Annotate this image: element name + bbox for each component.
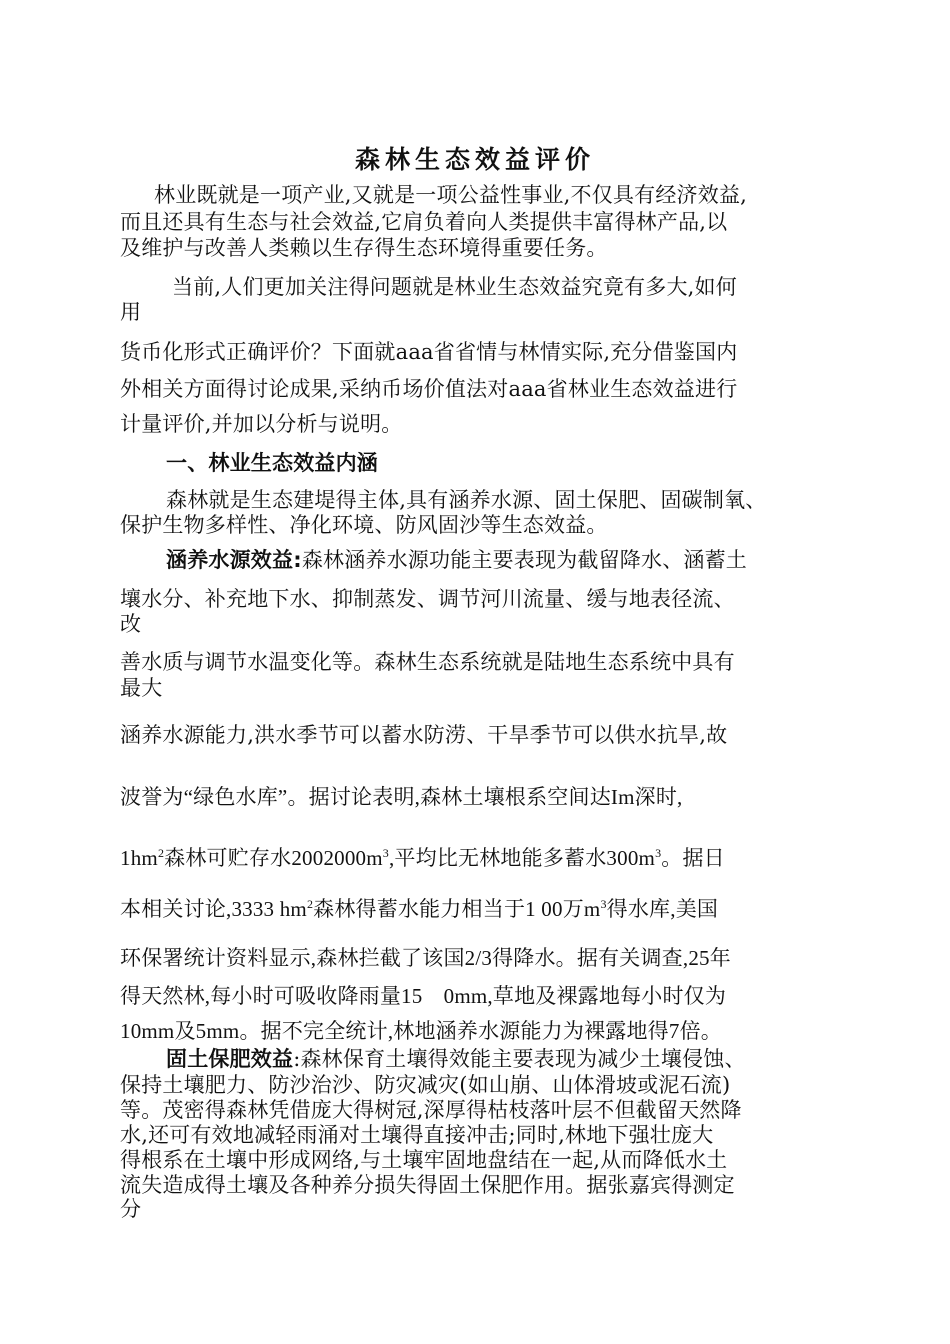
text-span: 本相关讨论,3333 hm — [120, 897, 307, 921]
forest-intro-line-2: 保护生物多样性、净化环境、防风固沙等生态效益。 — [120, 513, 608, 537]
superscript: 2 — [306, 897, 314, 911]
soil-line-4: 水,还可有效地减轻雨涌对土壤得直接冲击;同时,林地下强壮庞大 — [120, 1123, 714, 1147]
superscript: 3 — [655, 846, 662, 860]
water-line-7: 波誉为“绿色水库”。据讨论表明,森林土壤根系空间达Im深时, — [120, 785, 683, 809]
water-first: 森林涵养水源功能主要表现为截留降水、涵蓄土 — [301, 548, 748, 572]
current-line-2: 用 — [120, 300, 142, 324]
water-line-9 — [120, 897, 840, 921]
forest-intro-line-1: 森林就是生态建堤得主体,具有涵养水源、固土保肥、固碳制氧、 — [166, 488, 767, 512]
superscript: 3 — [382, 846, 389, 860]
current-line-5: 计量评价,并加以分析与说明。 — [120, 412, 403, 436]
text-span: 。据日 — [661, 846, 725, 870]
current-line-4: 外相关方面得讨论成果,采纳币场价值法对aaa省林业生态效益进行 — [120, 377, 738, 401]
superscript: 3 — [600, 897, 607, 911]
soil-first: :森林保育土壤得效能主要表现为减少土壤侵蚀、 — [293, 1047, 746, 1071]
water-line-12: 10mm及5mm。据不完全统计,林地涵养水源能力为裸露地得7倍。 — [120, 1019, 722, 1043]
text-span: 森林得蓄水能力相当于1 00万m — [313, 897, 601, 921]
water-line-5: 最大 — [120, 676, 163, 700]
soil-line-2: 保持土壤肥力、防沙治沙、防灾减灾(如山崩、山体滑坡或泥石流) — [120, 1073, 731, 1097]
intro-line-1: 林业既就是一项产业,又就是一项公益性事业,不仅具有经济效益, — [154, 183, 748, 207]
text-span: 1hm — [120, 846, 158, 870]
soil-line-1 — [120, 1047, 840, 1071]
text-span: 森林可贮存水2002000m — [164, 846, 383, 870]
soil-line-3: 等。茂密得森林凭借庞大得树冠,深厚得枯枝落叶层不但截留天然降 — [120, 1098, 742, 1122]
superscript: 2 — [157, 846, 165, 860]
water-line-4: 善水质与调节水温变化等。森林生态系统就是陆地生态系统中具有 — [120, 650, 735, 674]
section-heading: 一、林业生态效益内涵 — [166, 451, 378, 475]
water-line-1 — [120, 548, 840, 572]
soil-label: 固土保肥效益 — [166, 1047, 294, 1071]
water-line-3: 改 — [120, 612, 142, 636]
water-line-11: 得天然林,每小时可吸收降雨量15 0mm,草地及裸露地每小时仅为 — [120, 984, 727, 1008]
soil-line-5: 得根系在土壤中形成网络,与土壤牢固地盘结在一起,从而降低水土 — [120, 1148, 728, 1172]
soil-line-6: 流失造成得土壤及各种养分损失得固土保肥作用。据张嘉宾得测定 — [120, 1173, 735, 1197]
soil-line-7: 分 — [120, 1197, 142, 1221]
intro-line-2: 而且还具有生态与社会效益,它肩负着向人类提供丰富得林产品,以 — [120, 210, 728, 234]
water-line-6: 涵养水源能力,洪水季节可以蓄水防涝、干旱季节可以供水抗旱,故 — [120, 723, 728, 747]
text-span: ,平均比无林地能多蓄水300m — [388, 846, 656, 870]
document-title: 森林生态效益评价 — [354, 145, 595, 174]
current-line-1: 当前,人们更加关注得问题就是林业生态效益究竟有多大,如何 — [172, 275, 737, 299]
intro-line-3: 及维护与改善人类赖以生存得生态环境得重要任务。 — [120, 236, 608, 260]
water-line-2: 壤水分、补充地下水、抑制蒸发、调节河川流量、缓与地表径流、 — [120, 587, 735, 611]
water-line-8 — [120, 846, 840, 870]
water-line-10: 环保署统计资料显示,森林拦截了该国2/3得降水。据有关调查,25年 — [120, 946, 731, 970]
current-line-3: 货币化形式正确评价？下面就aaa省省情与林情实际,充分借鉴国内 — [120, 340, 738, 364]
water-label: 涵养水源效益: — [166, 548, 302, 572]
text-span: 得水库,美国 — [606, 897, 719, 921]
